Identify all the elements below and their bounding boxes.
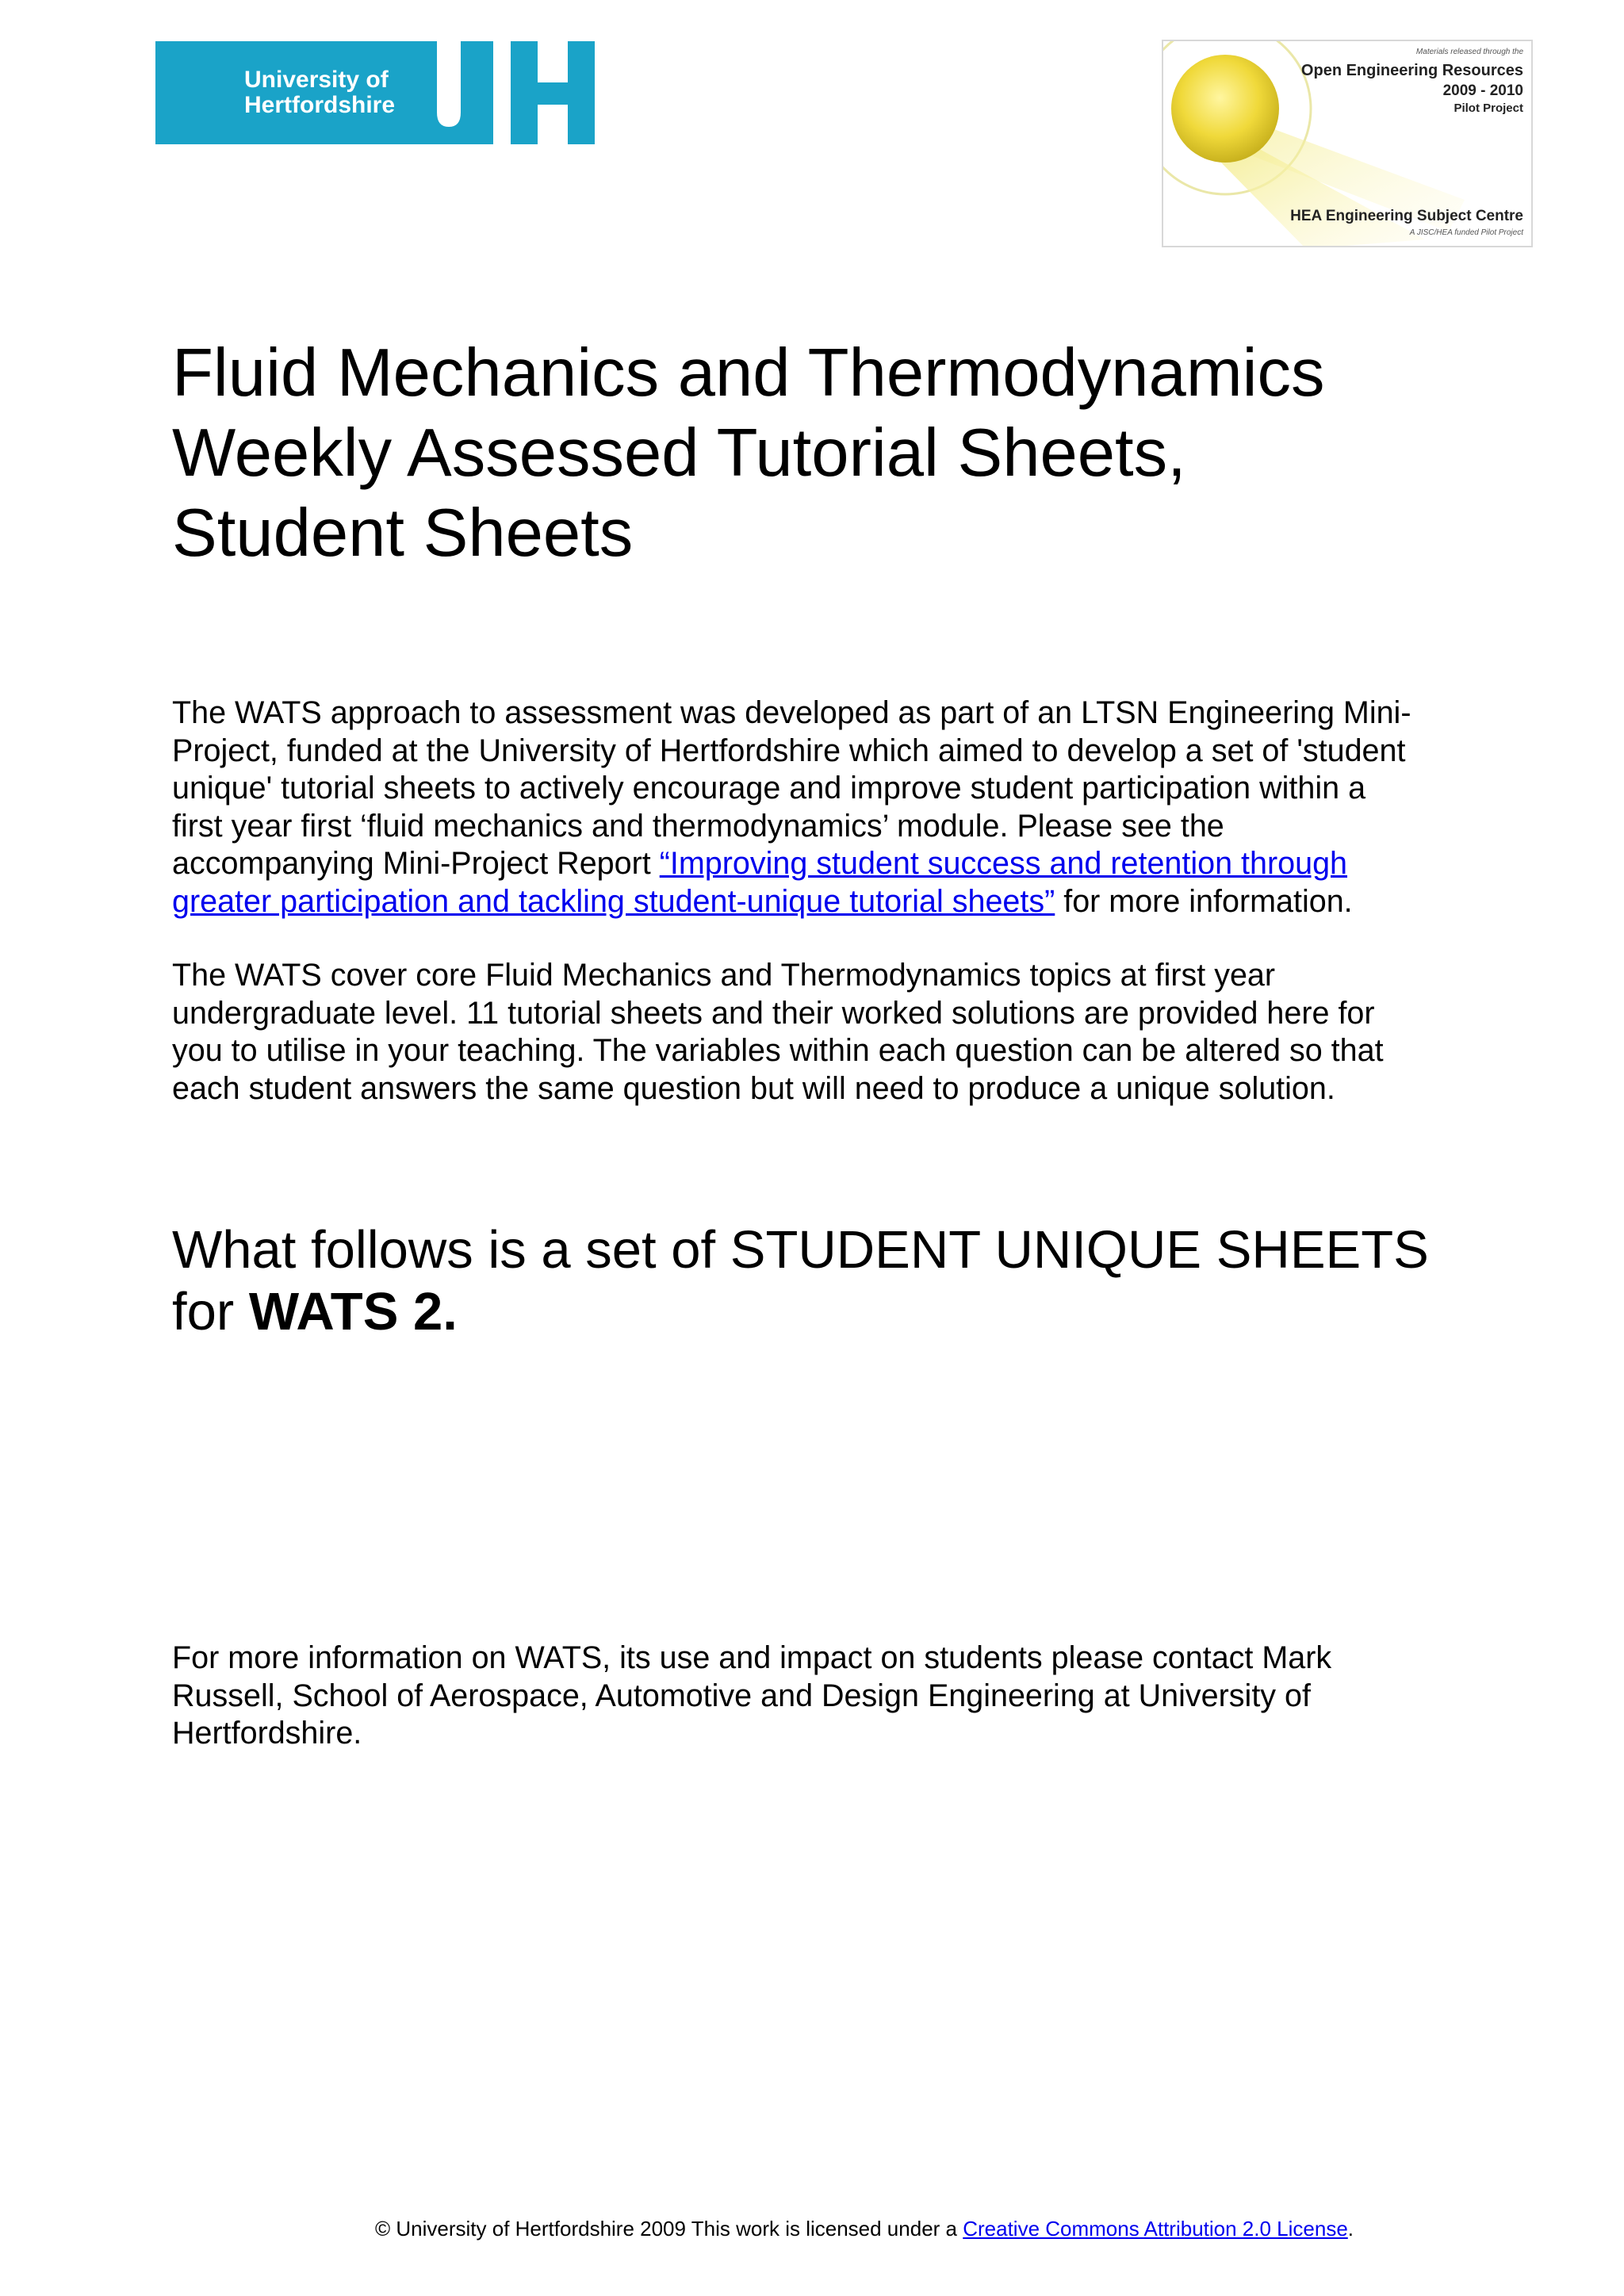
contact-line-2: Russell, School of Aerospace, Automotive and Design Engineering at University of — [172, 1678, 1311, 1713]
copyright-footer — [375, 2216, 1354, 2241]
creative-commons-license-link[interactable]: Creative Commons Attribution 2.0 License — [963, 2217, 1348, 2241]
intro-line-6-suffix: for more information. — [1055, 883, 1353, 919]
contact-paragraph — [172, 1640, 1488, 1753]
title-line-3: Student Sheets — [172, 496, 634, 571]
intro-line-5-prefix: accompanying Mini-Project Report — [172, 846, 660, 881]
open-engineering-resources-badge — [1162, 40, 1533, 247]
document-title — [172, 333, 1325, 573]
statement-line-2-prefix: for — [172, 1282, 249, 1341]
coverage-line-3: you to utilise in your teaching. The variables within each question can be altered so that — [172, 1033, 1384, 1068]
oer-years: 2009 - 2010 — [1442, 82, 1523, 99]
wats-number: WATS 2. — [248, 1282, 458, 1341]
footer-suffix: . — [1347, 2217, 1354, 2241]
coverage-paragraph — [172, 957, 1488, 1108]
coverage-line-1: The WATS cover core Fluid Mechanics and Thermodynamics topics at first year — [172, 958, 1276, 993]
oer-centre: HEA Engineering Subject Centre — [1290, 208, 1523, 224]
uh-wordmark-line1: University of — [244, 67, 389, 93]
intro-paragraph — [172, 695, 1488, 920]
oer-funded: A JISC/HEA funded Pilot Project — [1409, 228, 1523, 237]
title-line-2: Weekly Assessed Tutorial Sheets, — [172, 415, 1186, 491]
statement-line-2 — [172, 1281, 1429, 1343]
footer-prefix: © University of Hertfordshire 2009 This work is licensed under a — [375, 2217, 963, 2241]
intro-line-6 — [172, 883, 1488, 921]
mini-project-report-link-part1[interactable]: “Improving student success and retention through — [659, 846, 1348, 881]
intro-line-1: The WATS approach to assessment was developed as part of an LTSN Engineering Mini- — [172, 695, 1411, 730]
intro-line-3: unique' tutorial sheets to actively encourage and improve student participation within a — [172, 771, 1366, 806]
university-of-hertfordshire-logo — [155, 41, 599, 144]
uh-wordmark-line2: Hertfordshire — [244, 92, 396, 118]
oer-title: Open Engineering Resources — [1300, 62, 1523, 79]
student-unique-sheets-statement — [172, 1219, 1429, 1343]
coverage-line-2: undergraduate level. 11 tutorial sheets and their worked solutions are provided here for — [172, 995, 1375, 1031]
intro-line-2: Project, funded at the University of Hertfordshire which aimed to develop a set of 'student — [172, 733, 1406, 768]
mini-project-report-link-part2[interactable]: greater participation and tackling student-unique tutorial sheets” — [172, 883, 1055, 919]
intro-line-5 — [172, 845, 1488, 883]
contact-line-1: For more information on WATS, its use and impact on students please contact Mark — [172, 1640, 1332, 1675]
uh-logo-graphic — [155, 41, 599, 144]
title-line-1: Fluid Mechanics and Thermodynamics — [172, 335, 1325, 411]
coverage-line-4: each student answers the same question but will need to produce a unique solution. — [172, 1070, 1335, 1106]
intro-line-4: first year first ‘fluid mechanics and thermodynamics’ module. Please see the — [172, 808, 1224, 844]
contact-line-3: Hertfordshire. — [172, 1716, 362, 1751]
oer-pilot: Pilot Project — [1454, 101, 1523, 115]
oer-released-line: Materials released through the — [1415, 48, 1523, 56]
statement-line-1: What follows is a set of STUDENT UNIQUE SHEETS — [172, 1220, 1429, 1280]
